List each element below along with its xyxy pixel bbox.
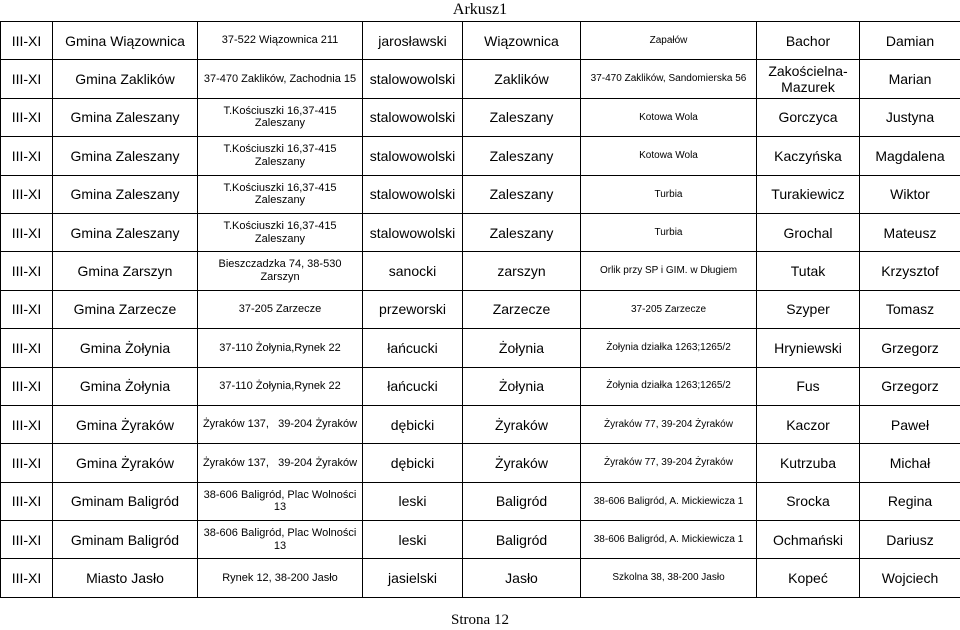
location-cell: 37-205 Zarzecze xyxy=(581,290,757,328)
town-cell: Baligród xyxy=(463,482,581,520)
location-cell: Żołynia działka 1263;1265/2 xyxy=(581,329,757,367)
location-cell: Zapałów xyxy=(581,22,757,60)
county-cell: łańcucki xyxy=(363,329,463,367)
county-cell: przeworski xyxy=(363,290,463,328)
range-cell: III-XI xyxy=(1,98,53,136)
town-cell: Zarzecze xyxy=(463,290,581,328)
gmina-cell: Gmina Zaleszany xyxy=(53,137,198,175)
address-cell: Bieszczadzka 74, 38-530 Zarszyn xyxy=(198,252,363,290)
table-row xyxy=(1,521,960,559)
address-cell: 38-606 Baligród, Plac Wolności 13 xyxy=(198,482,363,520)
town-cell: Wiązownica xyxy=(463,22,581,60)
gmina-cell: Gmina Żołynia xyxy=(53,329,198,367)
surname-cell: Grochal xyxy=(757,213,860,251)
firstname-cell: Regina xyxy=(860,482,960,520)
sheet-title: Arkusz1 xyxy=(452,1,508,18)
county-cell: jasielski xyxy=(363,559,463,597)
county-cell: jarosławski xyxy=(363,22,463,60)
firstname-cell: Tomasz xyxy=(860,290,960,328)
table-row xyxy=(1,367,960,405)
address-cell: Żyraków 137, 39-204 Żyraków xyxy=(198,444,363,482)
firstname-cell: Michał xyxy=(860,444,960,482)
table-row xyxy=(1,137,960,175)
table-row xyxy=(1,405,960,443)
table-row xyxy=(1,482,960,520)
range-cell: III-XI xyxy=(1,290,53,328)
surname-cell: Zakościelna-Mazurek xyxy=(757,60,860,98)
table-row xyxy=(1,559,960,597)
surname-cell: Kaczyńska xyxy=(757,137,860,175)
table-row xyxy=(1,22,960,60)
table-row xyxy=(1,329,960,367)
town-cell: Żołynia xyxy=(463,367,581,405)
address-cell: 37-205 Zarzecze xyxy=(198,290,363,328)
gmina-cell: Gmina Żyraków xyxy=(53,444,198,482)
address-cell: 38-606 Baligród, Plac Wolności 13 xyxy=(198,521,363,559)
town-cell: Baligród xyxy=(463,521,581,559)
gmina-cell: Gminam Baligród xyxy=(53,521,198,559)
location-cell: Żyraków 77, 39-204 Żyraków xyxy=(581,444,757,482)
table-row xyxy=(1,98,960,136)
firstname-cell: Justyna xyxy=(860,98,960,136)
gmina-cell: Gmina Zarzecze xyxy=(53,290,198,328)
surname-cell: Tutak xyxy=(757,252,860,290)
county-cell: stalowowolski xyxy=(363,137,463,175)
firstname-cell: Wojciech xyxy=(860,559,960,597)
range-cell: III-XI xyxy=(1,521,53,559)
location-cell: Turbia xyxy=(581,213,757,251)
county-cell: leski xyxy=(363,521,463,559)
location-cell: 37-470 Zaklików, Sandomierska 56 xyxy=(581,60,757,98)
address-cell: 37-110 Żołynia,Rynek 22 xyxy=(198,329,363,367)
gmina-cell: Miasto Jasło xyxy=(53,559,198,597)
address-cell: T.Kościuszki 16,37-415 Zaleszany xyxy=(198,137,363,175)
address-cell: T.Kościuszki 16,37-415 Zaleszany xyxy=(198,175,363,213)
location-cell: Kotowa Wola xyxy=(581,137,757,175)
town-cell: Zaleszany xyxy=(463,137,581,175)
county-cell: sanocki xyxy=(363,252,463,290)
town-cell: Zaklików xyxy=(463,60,581,98)
range-cell: III-XI xyxy=(1,405,53,443)
range-cell: III-XI xyxy=(1,329,53,367)
data-table xyxy=(0,21,960,598)
county-cell: leski xyxy=(363,482,463,520)
surname-cell: Kaczor xyxy=(757,405,860,443)
range-cell: III-XI xyxy=(1,175,53,213)
gmina-cell: Gmina Wiązownica xyxy=(53,22,198,60)
surname-cell: Srocka xyxy=(757,482,860,520)
surname-cell: Fus xyxy=(757,367,860,405)
surname-cell: Gorczyca xyxy=(757,98,860,136)
county-cell: stalowowolski xyxy=(363,213,463,251)
firstname-cell: Krzysztof xyxy=(860,252,960,290)
range-cell: III-XI xyxy=(1,213,53,251)
town-cell: Jasło xyxy=(463,559,581,597)
address-cell: Rynek 12, 38-200 Jasło xyxy=(198,559,363,597)
range-cell: III-XI xyxy=(1,444,53,482)
firstname-cell: Grzegorz xyxy=(860,367,960,405)
address-cell: T.Kościuszki 16,37-415 Zaleszany xyxy=(198,98,363,136)
address-cell: 37-522 Wiązownica 211 xyxy=(198,22,363,60)
address-cell: 37-110 Żołynia,Rynek 22 xyxy=(198,367,363,405)
county-cell: stalowowolski xyxy=(363,98,463,136)
gmina-cell: Gmina Zaklików xyxy=(53,60,198,98)
range-cell: III-XI xyxy=(1,367,53,405)
county-cell: dębicki xyxy=(363,444,463,482)
town-cell: Żyraków xyxy=(463,405,581,443)
range-cell: III-XI xyxy=(1,559,53,597)
gmina-cell: Gmina Zaleszany xyxy=(53,175,198,213)
surname-cell: Bachor xyxy=(757,22,860,60)
surname-cell: Ochmański xyxy=(757,521,860,559)
county-cell: łańcucki xyxy=(363,367,463,405)
table-row xyxy=(1,252,960,290)
location-cell: Turbia xyxy=(581,175,757,213)
county-cell: stalowowolski xyxy=(363,175,463,213)
location-cell: Żyraków 77, 39-204 Żyraków xyxy=(581,405,757,443)
range-cell: III-XI xyxy=(1,137,53,175)
surname-cell: Kopeć xyxy=(757,559,860,597)
location-cell: 38-606 Baligród, A. Mickiewicza 1 xyxy=(581,482,757,520)
table-row xyxy=(1,175,960,213)
surname-cell: Hryniewski xyxy=(757,329,860,367)
town-cell: Zaleszany xyxy=(463,98,581,136)
gmina-cell: Gmina Żołynia xyxy=(53,367,198,405)
range-cell: III-XI xyxy=(1,252,53,290)
firstname-cell: Marian xyxy=(860,60,960,98)
firstname-cell: Paweł xyxy=(860,405,960,443)
county-cell: stalowowolski xyxy=(363,60,463,98)
address-cell: T.Kościuszki 16,37-415 Zaleszany xyxy=(198,213,363,251)
location-cell: 38-606 Baligród, A. Mickiewicza 1 xyxy=(581,521,757,559)
address-cell: Żyraków 137, 39-204 Żyraków xyxy=(198,405,363,443)
town-cell: Zaleszany xyxy=(463,213,581,251)
range-cell: III-XI xyxy=(1,60,53,98)
address-cell: 37-470 Zaklików, Zachodnia 15 xyxy=(198,60,363,98)
firstname-cell: Magdalena xyxy=(860,137,960,175)
town-cell: Żyraków xyxy=(463,444,581,482)
range-cell: III-XI xyxy=(1,482,53,520)
gmina-cell: Gmina Zaleszany xyxy=(53,213,198,251)
town-cell: Żołynia xyxy=(463,329,581,367)
table-row xyxy=(1,60,960,98)
firstname-cell: Wiktor xyxy=(860,175,960,213)
range-cell: III-XI xyxy=(1,22,53,60)
gmina-cell: Gmina Zaleszany xyxy=(53,98,198,136)
firstname-cell: Grzegorz xyxy=(860,329,960,367)
surname-cell: Turakiewicz xyxy=(757,175,860,213)
firstname-cell: Dariusz xyxy=(860,521,960,559)
surname-cell: Kutrzuba xyxy=(757,444,860,482)
firstname-cell: Damian xyxy=(860,22,960,60)
gmina-cell: Gmina Żyraków xyxy=(53,405,198,443)
table-row xyxy=(1,290,960,328)
gmina-cell: Gminam Baligród xyxy=(53,482,198,520)
table-row xyxy=(1,444,960,482)
location-cell: Orlik przy SP i GIM. w Długiem xyxy=(581,252,757,290)
page-footer: Strona 12 xyxy=(451,612,509,628)
location-cell: Żołynia działka 1263;1265/2 xyxy=(581,367,757,405)
firstname-cell: Mateusz xyxy=(860,213,960,251)
location-cell: Kotowa Wola xyxy=(581,98,757,136)
gmina-cell: Gmina Zarszyn xyxy=(53,252,198,290)
county-cell: dębicki xyxy=(363,405,463,443)
table-row xyxy=(1,213,960,251)
town-cell: zarszyn xyxy=(463,252,581,290)
surname-cell: Szyper xyxy=(757,290,860,328)
location-cell: Szkolna 38, 38-200 Jasło xyxy=(581,559,757,597)
town-cell: Zaleszany xyxy=(463,175,581,213)
